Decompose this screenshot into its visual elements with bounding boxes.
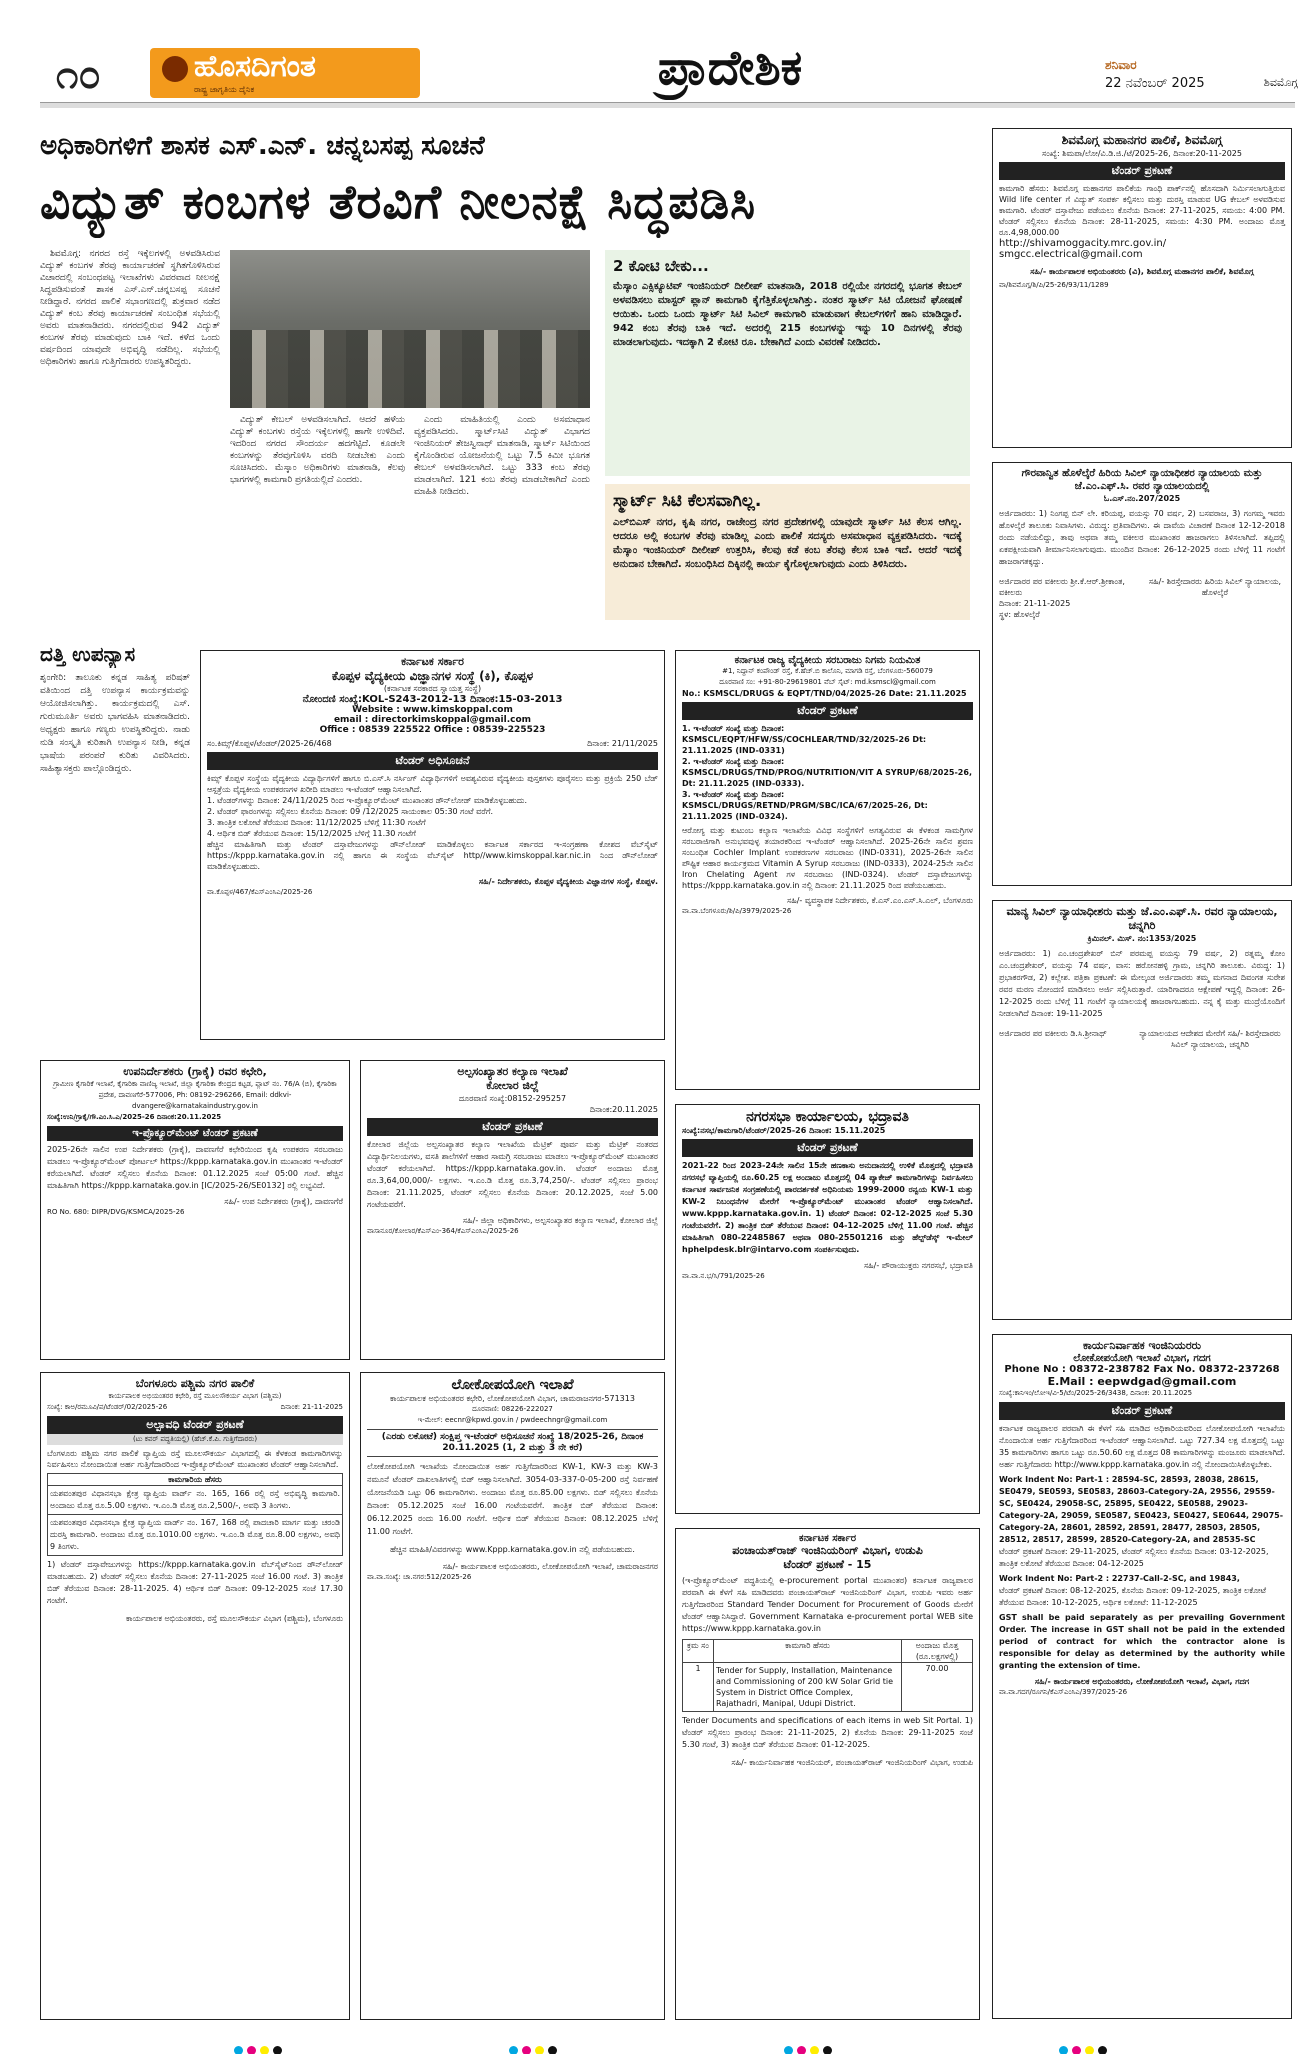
ad-chnagar-ref: (ಎರಡು ಲಕೋಟೆ) ಸಂಕ್ಷಿಪ್ತ ಇ-ಟೆಂಡರ್ ಅಧಿಸೂಚನೆ ಸಂಖ್ಯೆ 18/2025-26, ದಿನಾಂಕ 20.11.2025 (1, 2 ಮತ್ತು 3 ನೇ ಕರೆ) xyxy=(367,1429,658,1457)
ad-ksmscl-sign: ಸಹಿ/- ವ್ಯವಸ್ಥಾಪಕ ನಿರ್ದೇಶಕರು, ಕೆ.ಎಸ್.ಎಂ.ಎಸ್.ಸಿ.ಎಲ್, ಬೆಂಗಳೂರು xyxy=(786,896,973,905)
ad-chnagar-sign: ಸಹಿ/- ಕಾರ್ಯಪಾಲಕ ಅಭಿಯಂತರರು, ಲೋಕೋಪಯೋಗಿ ಇಲಾಖೆ, ಚಾಮರಾಜನಗರ xyxy=(442,1562,658,1571)
lead-kicker: ಅಧಿಕಾರಿಗಳಿಗೆ ಶಾಸಕ ಎಸ್.ಎನ್. ಚನ್ನಬಸಪ್ಪ ಸೂಚನೆ xyxy=(40,131,485,161)
box-smart-title: ಸ್ಮಾರ್ಟ್ ಸಿಟಿ ಕೆಲಸವಾಗಿಲ್ಲ. xyxy=(613,491,762,511)
lead-col2 xyxy=(230,414,405,628)
ad-udupi-th-2: ಕಾಮಗಾರಿ ಹೆಸರು xyxy=(714,1640,902,1662)
ad-shimoga-body: ಕಾಮಗಾರಿ ಹೆಸರು: ಶಿವಮೊಗ್ಗ ಮಹಾನಗರ ಪಾಲಿಕೆಯ ಗಾಂಧಿ ಪಾರ್ಕ್‌ನಲ್ಲಿ ಹೊಸದಾಗಿ ನಿರ್ಮಿಸಲಾಗುತ್ತಿರುವ Wild life center ಗೆ ವಿದ್ಯುತ್ ಸಂಪರ್ಕ ಕಲ್ಪಿಸಲು ಮತ್ತು ದುರಸ್ತಿ ಮಾಡುವ UG ಕೇಬಲ್ ಅಳವಡಿಸುವ ಕಾಮಗಾರಿ. ಟೆಂಡರ್ ದಸ್ತಾವೇಜು ಪಡೆಯಲು ಕೊನೆಯ ದಿನಾಂಕ: 27-11-2025, ಸಮಯ: 4:00 PM. ಟೆಂಡರ್ ಸಲ್ಲಿಸಲು ಕೊನೆಯ ದಿನಾಂಕ: 28-11-2025, ಸಮಯ: 4:30 PM. ಅಂದಾಜು ಮೊತ್ತ ರೂ.4,98,000.00 xyxy=(999,184,1285,237)
ad-chnagar-web: ಹೆಚ್ಚಿನ ಮಾಹಿತಿ/ವಿವರಗಳನ್ನು www.Kppp.karnataka.gov.in ನಲ್ಲಿ ಪಡೆಯಬಹುದು. xyxy=(390,1545,635,1554)
header-city: ಶಿವಮೊಗ್ಗ xyxy=(1263,76,1298,89)
ad-chnagar-body: ಲೋಕೋಪಯೋಗಿ ಇಲಾಖೆಯ ನೋಂದಾಯಿತ ಅರ್ಹ ಗುತ್ತಿಗೆದಾರರಿಂದ KW-1, KW-3 ಮತ್ತು KW-3 ನಮೂನೆ ಟೆಂಡರ್ ದಾಖಲಾತಿಗಳಲ್ಲಿ ಬಿಡ್ ಆಹ್ವಾನಿಸಲಾಗಿದೆ. 3054-03-337-0-05-200 ರಸ್ತೆ ನಿರ್ವಹಣೆ ಯೋಜನೆಯಡಿ ಒಟ್ಟು 06 ಕಾಮಗಾರಿಗಳು. ಅಂದಾಜು ಮೊತ್ತ ರೂ.85.00 ಲಕ್ಷಗಳು. ಬಿಡ್ ಸಲ್ಲಿಸಲು ಕೊನೆಯ ದಿನಾಂಕ: 05.12.2025 ಸಂಜೆ 16.00 ಗಂಟೆಯವರೆಗೆ. ತಾಂತ್ರಿಕ ಬಿಡ್ ತೆರೆಯುವ ದಿನಾಂಕ: 06.12.2025 ರಂದು 16.00 ಗಂಟೆಗೆ. ಆರ್ಥಿಕ ಬಿಡ್ ತೆರೆಯುವ ದಿನಾಂಕ: 08.12.2025 ಬೆಳಿಗ್ಗೆ 11.00 ಗಂಟೆಗೆ. xyxy=(367,1462,658,1536)
ad-shimoga-web[interactable]: http://shivamoggacity.mrc.gov.in/ xyxy=(999,238,1167,249)
ad-ksmscl-bar: ಟೆಂಡರ್ ಪ್ರಕಟಣೆ xyxy=(682,702,973,720)
ad-udupi-td-1: 1 xyxy=(683,1663,714,1711)
lead-headline: ವಿದ್ಯುತ್ ಕಂಬಗಳ ತೆರವಿಗೆ ನೀಲನಕ್ಷೆ ಸಿದ್ಧಪಡಿಸಿ xyxy=(40,175,757,230)
ad-shimoga-sign: ಸಹಿ/- ಕಾರ್ಯಪಾಲಕ ಅಭಿಯಂತರರು (ವಿ), ಶಿವಮೊಗ್ಗ ಮಹಾನಗರ ಪಾಲಿಕೆ, ಶಿವಮೊಗ್ಗ xyxy=(1030,267,1254,276)
ad-shimoga xyxy=(992,128,1292,448)
ad-gadag-ref: ಸಂಖ್ಯೆ:ಕಾನಿಇಂ/ಲೋಇ/ವಿ-5/ಟೆಂ/2025-26/3438, ದಿನಾಂಕ: 20.11.2025 xyxy=(999,1389,1193,1397)
ad-gadag-indent2: Work Indent No: Part-2 : 22737-Call-2-SC, and 19843, xyxy=(999,1574,1240,1583)
ad-koppal-reg: ನೋಂದಣಿ ಸಂಖ್ಯೆ:KOL-S243-2012-13 ದಿನಾಂಕ:15-03-2013 xyxy=(302,694,563,705)
ad-udupi-td-3: 70.00 xyxy=(925,1664,949,1673)
ad-lokopayogi-gadag xyxy=(992,1334,1292,2019)
ad-chnagar-sub: ಕಾರ್ಯಪಾಲಕ ಅಭಿಯಂತರರ ಕಛೇರಿ, ಲೋಕೋಪಯೋಗಿ ವಿಭಾಗ, ಚಾಮರಾಜನಗರ-571313 xyxy=(390,1394,635,1403)
ad-court1-body: ಅರ್ಜಿದಾರರು: 1) ನಿಂಗಪ್ಪ ಬಿನ್ ಲೇ. ಕರಿಯಪ್ಪ, ವಯಸ್ಸು 70 ವರ್ಷ, 2) ಬಸವರಾಜ, 3) ಗಂಗಮ್ಮ ಇವರು ಹೊಳಲ್ಕೆರೆ ತಾಲೂಕು ನಿವಾಸಿಗಳು. ವಿರುದ್ಧ: ಪ್ರತಿವಾದಿಗಳು. ಈ ದಾವೆಯ ವಿಚಾರಣೆ ದಿನಾಂಕ 12-12-2018 ರಂದು ನಡೆಯಲಿದ್ದು, ತಾವು ಅಥವಾ ತಮ್ಮ ವಕೀಲರ ಮುಖಾಂತರ ಹಾಜರಾಗಲು ತಿಳಿಸಲಾಗಿದೆ. ತಪ್ಪಿದಲ್ಲಿ ಏಕಪಕ್ಷೀಯವಾಗಿ ತೀರ್ಮಾನಿಸಲಾಗುವುದು. ಮುಂದಿನ ದಿನಾಂಕ: 26-12-2025 ರಂದು ಬೆಳಿಗ್ಗೆ 11 ಗಂಟೆಗೆ ಹಾಜರಾಗತಕ್ಕದ್ದು. xyxy=(999,509,1285,566)
ad-kolar-title: ಅಲ್ಪಸಂಖ್ಯಾತರ ಕಲ್ಯಾಣ ಇಲಾಖೆ xyxy=(457,1065,568,1078)
ad-ksmscl-item-1: 1. ಇ-ಟೆಂಡರ್ ಸಂಖ್ಯೆ ಮತ್ತು ದಿನಾಂಕ: KSMSCL/EQPT/HFW/SS/COCHLEAR/TND/32/2025-26 Dt: 21.11.2025 (IND-0331) xyxy=(682,724,927,755)
ad-gadag-indent1-dates: ಟೆಂಡರ್ ಪ್ರಕಟಣೆ ದಿನಾಂಕ: 29-11-2025, ಟೆಂಡರ್ ಸಲ್ಲಿಸಲು ಕೊನೆಯ ದಿನಾಂಕ: 03-12-2025, ತಾಂತ್ರಿಕ ಲಕೋಟೆ ತೆರೆಯುವ ದಿನಾಂಕ: 04-12-2025 xyxy=(999,1547,1269,1568)
ad-court1-right-sign: ಸಹಿ/- ಶಿರಸ್ತೇದಾರರು ಹಿರಿಯ ಸಿವಿಲ್ ನ್ಯಾಯಾಲಯ, ಹೊಳಲ್ಕೆರೆ xyxy=(1148,577,1282,597)
upanyasa-body: ಶೃಂಗೇರಿ: ತಾಲೂಕು ಕನ್ನಡ ಸಾಹಿತ್ಯ ಪರಿಷತ್ ವತಿಯಿಂದ ದತ್ತಿ ಉಪನ್ಯಾಸ ಕಾರ್ಯಕ್ರಮವನ್ನು ಆಯೋಜಿಸಲಾಗಿತ್ತು. ಕಾರ್ಯಕ್ರಮದಲ್ಲಿ ಎಸ್. ಗುರುಮೂರ್ತಿ ಅವರು ಭಾಗವಹಿಸಿ ಮಾತನಾಡಿದರು. ಅಧ್ಯಕ್ಷರು ಹಾಗೂ ಗಣ್ಯರು ಉಪಸ್ಥಿತರಿದ್ದರು. ನಾಡು ನುಡಿ ಸಂಸ್ಕೃತಿ ಕುರಿತಾಗಿ ಉಪನ್ಯಾಸ ನೀಡಿ, ಕನ್ನಡ ಭಾಷೆಯ ಪರಂಪರೆ ಕುರಿತು ವಿವರಿಸಿದರು. ಸಾಹಿತ್ಯಾಸಕ್ತರು ಪಾಲ್ಗೊಂಡಿದ್ದರು. xyxy=(40,673,190,774)
ad-kolar-district: ಕೋಲಾರ ಜಿಲ್ಲೆ xyxy=(486,1079,539,1092)
ad-davangere-ref: ಸಂಖ್ಯೆ:ಉನಿ/ಗ್ರಾಕೈ/ಗೌ.ಎಂ.ಸಿ.ಎ/2025-26 ದಿನಾಂಕ:20.11.2025 xyxy=(47,1113,222,1121)
ad-shimoga-ref: ಸಂಖ್ಯೆ: ಶಿಮಪಾ/ಲೋ/ವಿ.ಡಿ.ಜಿ./ಟೆ/2025-26, ದಿನಾಂಕ:20-11-2025 xyxy=(1042,149,1242,158)
registration-dots-4 xyxy=(1057,2040,1109,2054)
ad-bhadravathi xyxy=(675,1104,980,1514)
ad-bhadravathi-ref: ಸಂಖ್ಯೆ:ನಸಭ/ಕಾಮಗಾರಿ/ಟೆಂಡರ್/2025-26 ದಿನಾಂಕ: 15.11.2025 xyxy=(682,1126,886,1135)
ad-kolar-sign: ಸಹಿ/- ಜಿಲ್ಲಾ ಅಧಿಕಾರಿಗಳು, ಅಲ್ಪಸಂಖ್ಯಾತರ ಕಲ್ಯಾಣ ಇಲಾಖೆ, ಕೋಲಾರ ಜಿಲ್ಲೆ xyxy=(462,1216,658,1225)
masthead xyxy=(0,0,1311,112)
ad-udupi-td-2: Tender for Supply, Installation, Maintenance and Commissioning of 200 kW Solar Grid tie System in District Office Complex, Rajathadri, Manipal, Udupi District. xyxy=(714,1663,902,1711)
ad-udupi xyxy=(675,1528,980,2020)
ad-koppal-point-1: 1. ಟೆಂಡರ್‌ಗಳನ್ನು ದಿನಾಂಕ: 24/11/2025 ರಿಂದ ಇ-ಪ್ರೊಕ್ಯೂರ್‌ಮೆಂಟ್ ಮುಖಾಂತರ ಡೌನ್‌ಲೋಡ್ ಮಾಡಿಕೊಳ್ಳಬಹುದು. xyxy=(207,796,528,805)
ad-koppal-bar: ಟೆಂಡರ್ ಅಧಿಸೂಚನೆ xyxy=(207,752,658,770)
ad-chnagar-email[interactable]: ಇ-ಮೇಲ್: eecnr@kpwd.gov.in / pwdeechngr@gmail.com xyxy=(417,1416,608,1424)
ad-bangalore-col-head: ಕಾಮಗಾರಿಯ ಹೆಸರು xyxy=(47,1473,343,1486)
ad-koppal-more: ಹೆಚ್ಚಿನ ಮಾಹಿತಿಗಾಗಿ ಮತ್ತು ಟೆಂಡರ್ ದಸ್ತಾವೇಜುಗಳನ್ನು ಡೌನ್‌ಲೋಡ್ ಮಾಡಿಕೊಳ್ಳಲು ಕರ್ನಾಟಕ ಸರ್ಕಾರದ ಇ-ಸಂಗ್ರಹಣಾ ಕೋಶದ ವೆಬ್‌ಸೈಟ್ https://kppp.karnataka.gov.in ನಲ್ಲಿ ಹಾಗೂ ಈ ಸಂಸ್ಥೆಯ ವೆಬ್‌ಸೈಟ್ http//www.kimskoppal.kar.nic.in ನಿಂದ ಡೌನ್‌ಲೋಡ್ ಮಾಡಿಕೊಳ್ಳಬಹುದು. xyxy=(207,840,658,871)
ad-koppal-title: ಕೊಪ್ಪಳ ವೈದ್ಯಕೀಯ ವಿಜ್ಞಾನಗಳ ಸಂಸ್ಥೆ (ಕಿ), ಕೊಪ್ಪಳ xyxy=(331,669,534,683)
ad-davangere-code: RO No. 680: DIPR/DVG/KSMCA/2025-26 xyxy=(47,1208,185,1216)
ad-davangere-sign: ಸಹಿ/- ಉಪ ನಿರ್ದೇಶಕರು (ಗ್ರಾಕೈ), ದಾವಣಗೆರೆ xyxy=(224,1197,343,1206)
ad-koppal-email[interactable]: email : directorkimskoppal@gmail.com xyxy=(333,715,532,725)
ad-udupi-bar: ಟೆಂಡರ್ ಪ್ರಕಟಣೆ - 15 xyxy=(783,1558,872,1571)
ad-court1-left-sign: ಅರ್ಜಿದಾರರ ಪರ ವಕೀಲರು ಶ್ರೀ.ಕೆ.ಆರ್.ಶ್ರೀಕಾಂತ, ವಕೀಲರು xyxy=(999,577,1125,597)
ad-ksmscl-phone: ದೂರವಾಣಿ ಸಂ: +91-80-29619801 ವೆಬ್ ಸೈಟ್: md.ksmscl@gmail.com xyxy=(719,678,936,686)
ad-court2-title: ಮಾನ್ಯ ಸಿವಿಲ್ ನ್ಯಾಯಾಧೀಶರು ಮತ್ತು ಜೆ.ಎಂ.ಎಫ್.ಸಿ. ರವರ ನ್ಯಾಯಾಲಯ, ಚನ್ನಗಿರಿ xyxy=(1006,905,1278,932)
ad-koppal-state: ಕರ್ನಾಟಕ ಸರ್ಕಾರ xyxy=(401,655,464,668)
ad-koppal-point-4: 4. ಆರ್ಥಿಕ ಬಿಡ್ ತೆರೆಯುವ ದಿನಾಂಕ: 15/12/2025 ಬೆಳಿಗ್ಗೆ 11.30 ಗಂಟೆಗೆ xyxy=(207,829,416,838)
photo-people-row xyxy=(230,330,590,408)
ad-koppal-code: ವಾ.ಕೊಪ್ಪಳ/467/ಕೆಎಸ್‌ಎಂಸಿಎ/2025-26 xyxy=(207,888,313,896)
ad-gadag-indent1: Work Indent No: Part-1 : 28594-SC, 28593, 28038, 28615, SE0479, SE0593, SE0583, 28603-Category-2A, 29556, 29559-SC, SE0424, 29058-SC, 25895, SE0422, SE0588, 29023-Category-2A, 29059, SE0587, SE0423, SE0427, SE0644, 29075-Category-2A, 28601, 28592, 28591, 28477, 28503, 28505, 28512, 28517, 28599, 28520-Category-2A, and 28535-SC xyxy=(999,1475,1284,1544)
ad-gadag-gst: GST shall be paid separately as per prevailing Government Order. The increase in GST shall not be paid in the extended period of contract for which the contractor alone is responsible for delay as determined by the authority while granting the extension of time. xyxy=(999,1613,1285,1670)
ad-bhadravathi-body: 2021-22 ರಿಂದ 2023-24ನೇ ಸಾಲಿನ 15ನೇ ಹಣಕಾಸು ಅನುದಾನದಲ್ಲಿ ಉಳಿಕೆ ಮೊತ್ತದಲ್ಲಿ ಭದ್ರಾವತಿ ನಗರಸಭೆ ವ್ಯಾಪ್ತಿಯಲ್ಲಿ ರೂ.60.25 ಲಕ್ಷ ಅಂದಾಜು ಮೊತ್ತದಲ್ಲಿ 04 ಪ್ಯಾಕೇಜ್ ಕಾಮಗಾರಿಗಳನ್ನು ನಿರ್ವಹಿಸಲು ಕರ್ನಾಟಕ ಸಾರ್ವಜನಿಕ ಸಂಗ್ರಹಣೆಯಲ್ಲಿ ಪಾರದರ್ಶಕತೆ ಅಧಿನಿಯಮ 1999-2000 ರನ್ವಯ KW-1 ಮತ್ತು KW-2 ನಿಬಂಧನೆಗಳ ಮೇರೆಗೆ ಇ-ಪ್ರೊಕ್ಯೂರ್‌ಮೆಂಟ್ ಮುಖಾಂತರ ಟೆಂಡರ್ ಆಹ್ವಾನಿಸಲಾಗಿದೆ. www.kppp.karnataka.gov.in. 1) ಟೆಂಡರ್ ದಿನಾಂಕ: 02-12-2025 ಸಂಜೆ 5.30 ಗಂಟೆಯವರೆಗೆ. 2) ತಾಂತ್ರಿಕ ಬಿಡ್ ತೆರೆಯುವ ದಿನಾಂಕ: 04-12-2025 ಬೆಳಿಗ್ಗೆ 11.00 ಗಂಟೆ. ಹೆಚ್ಚಿನ ಮಾಹಿತಿಗಾಗಿ 080-22485867 ಅಥವಾ 080-25501216 ಮತ್ತು ಹೆಲ್ಪ್‌ಡೆಸ್ಕ್ ಇ-ಮೇಲ್ hphelpdesk.blr@intarvo.com ಸಂಪರ್ಕಿಸುವುದು. xyxy=(682,1161,973,1254)
ad-court2-body: ಅರ್ಜಿದಾರರು: 1) ಎಂ.ಚಂದ್ರಶೇಖರ್ ಬಿನ್ ಪರಮಪ್ಪ ವಯಸ್ಸು 79 ವರ್ಷ, 2) ರತ್ನಮ್ಮ ಕೋಂ ಎಂ.ಚಂದ್ರಶೇಖರ್, ವಯಸ್ಸು 74 ವರ್ಷ, ವಾಸ: ಹರೋನಹಳ್ಳಿ ಗ್ರಾಮ, ಚನ್ನಗಿರಿ ತಾಲೂಕು. ವಿರುದ್ಧ: 1) ಪ್ರಭಾಕರಗೌಡ, 2) ಕಲ್ಲೇಶ. ಪತ್ರಿಕಾ ಪ್ರಕಟಣೆ: ಈ ಮೇಲ್ಕಂಡ ಅರ್ಜಿದಾರರು ತಮ್ಮ ಮಗನಾದ ದಿವಂಗತ ಸುರೇಶ ರವರ ಮರಣ ನೋಂದಣಿ ಮಾಡಿಸಲು ಅರ್ಜಿ ಸಲ್ಲಿಸಿರುತ್ತಾರೆ. ಯಾರಿಗಾದರೂ ಆಕ್ಷೇಪಣೆ ಇದ್ದಲ್ಲಿ ದಿನಾಂಕ: 26-12-2025 ರಂದು ಬೆಳಿಗ್ಗೆ 11 ಗಂಟೆಗೆ ನ್ಯಾಯಾಲಯಕ್ಕೆ ಹಾಜರಾಗಬಹುದು. ನನ್ನ ಕೈ ಮತ್ತು ಮುದ್ರೆಯೊಂದಿಗೆ ನೀಡಲಾಗಿದೆ ದಿನಾಂಕ: 19-11-2025 xyxy=(999,949,1285,1018)
ad-gadag-email[interactable]: E.Mail : eepwdgad@gmail.com xyxy=(1047,1375,1237,1388)
ad-bangalore-sub: ಕಾರ್ಯಪಾಲಕ ಅಭಿಯಂತರರ ಕಛೇರಿ, ರಸ್ತೆ ಮೂಲಸೌಕರ್ಯ ವಿಭಾಗ (ಪಶ್ಚಿಮ) xyxy=(108,1392,282,1400)
ad-udupi-sign: ಸಹಿ/- ಕಾರ್ಯನಿರ್ವಾಹಕ ಇಂಜಿನಿಯರ್, ಪಂಚಾಯತ್‌ರಾಜ್ ಇಂಜಿನಿಯರಿಂಗ್ ವಿಭಾಗ, ಉಡುಪಿ xyxy=(731,1758,973,1767)
brand-banner xyxy=(150,48,420,98)
ad-bangalore-ref-date: ದಿನಾಂಕ: 21-11-2025 xyxy=(280,1403,343,1411)
ad-gadag-bar: ಟೆಂಡರ್ ಪ್ರಕಟಣೆ xyxy=(999,1402,1285,1420)
ad-chnagar-title: ಲೋಕೋಪಯೋಗಿ ಇಲಾಖೆ xyxy=(451,1377,574,1393)
ad-court2 xyxy=(992,900,1292,1320)
ad-ksmscl xyxy=(675,650,980,1090)
header-rule xyxy=(40,102,1295,108)
ad-koppal-point-2: 2. ಟೆಂಡರ್ ಫಾರಂಗಳನ್ನು ಸಲ್ಲಿಸಲು ಕೊನೆಯ ದಿನಾಂಕ: 09 /12/2025 ಸಾಯಂಕಾಲ 05:30 ಗಂಟೆ ವರೆಗೆ. xyxy=(207,807,494,816)
brand-logo-icon xyxy=(162,56,188,82)
ad-koppal-body: ಕಿಮ್ಸ್ ಕೊಪ್ಪಳ ಸಂಸ್ಥೆಯ ವೈದ್ಯಕೀಯ ವಿದ್ಯಾರ್ಥಿಗಳಿಗೆ ಹಾಗೂ ಬಿ.ಎಸ್.ಸಿ ನರ್ಸಿಂಗ್ ವಿದ್ಯಾರ್ಥಿಗಳಿಗೆ ಅವಶ್ಯವಿರುವ ವೈದ್ಯಕೀಯ ಪುಸ್ತಕಗಳು ಪೂರೈಸಲು ಮತ್ತು ಪ್ರಕ್ರಿಯೆ 250 ಬೆಡ್‌ ಆಸ್ಪತ್ರೆಯ ವೈದ್ಯಕೀಯ ಉಪಕರಣಗಳ ಖರೀದಿ ಮಾಡಲು ಇ-ಟೆಂಡರ್ ಆಹ್ವಾನಿಸಲಾಗಿದೆ. xyxy=(207,774,658,794)
ad-udupi-table-row xyxy=(682,1663,973,1712)
brand-tagline: ರಾಷ್ಟ್ರ ಜಾಗೃತಿಯ ದೈನಿಕ xyxy=(194,85,255,94)
ad-bangalore-sign: ಕಾರ್ಯಪಾಲಕ ಅಭಿಯಂತರರು, ರಸ್ತೆ ಮೂಲಸೌಕರ್ಯ ವಿಭಾಗ (ಪಶ್ಚಿಮ), ಬೆಂಗಳೂರು xyxy=(126,1614,343,1623)
ad-chnagar-code: ವಾ.ವಾ.ಸಂಖ್ಯೆ: ಚಾ.ನಗರ:512/2025-26 xyxy=(367,1573,472,1581)
ad-ksmscl-addr: #1, ನಿದ್ದಾನ್ ಕಂಪೌಂಡ್ ರಸ್ತೆ, ಕೆ.ಹೆಚ್.ಬಿ ಕಾಲೊನಿ, ಮಾಗಡಿ ರಸ್ತೆ, ಬೆಂಗಳೂರು-560079 xyxy=(722,667,933,675)
ad-court2-case: ಕ್ರಿಮಿನಲ್. ಮಿಸ್. ನಂ:1353/2025 xyxy=(1087,934,1197,943)
ad-bangalore-outro: 1) ಟೆಂಡರ್ ದಸ್ತಾವೇಜುಗಳನ್ನು https://kppp.karnataka.gov.in ವೆಬ್‌ಸೈಟ್‌ನಿಂದ ಡೌನ್‌ಲೋಡ್ ಮಾಡಬಹುದು. 2) ಟೆಂಡರ್ ಸಲ್ಲಿಸಲು ಕೊನೆಯ ದಿನಾಂಕ: 27-11-2025 ಸಂಜೆ 16.00 ಗಂಟೆ. 3) ತಾಂತ್ರಿಕ ಬಿಡ್ ತೆರೆಯುವ ದಿನಾಂಕ: 28-11-2025. 4) ಆರ್ಥಿಕ ಬಿಡ್ ದಿನಾಂಕ: 09-12-2025 ಸಂಜೆ 17.30 ಗಂಟೆಗೆ. xyxy=(47,1560,343,1605)
lead-photo xyxy=(230,250,590,408)
ad-kolar-date: ದಿನಾಂಕ:20.11.2025 xyxy=(589,1105,658,1114)
ad-bangalore-intro: ಬೆಂಗಳೂರು ಪಶ್ಚಿಮ ನಗರ ಪಾಲಿಕೆ ವ್ಯಾಪ್ತಿಯ ರಸ್ತೆ ಮೂಲಸೌಕರ್ಯ ವಿಭಾಗದಲ್ಲಿ ಈ ಕೆಳಕಂಡ ಕಾಮಗಾರಿಗಳನ್ನು ನಿರ್ವಹಿಸಲು ನೋಂದಾಯಿತ ಅರ್ಹ ಗುತ್ತಿಗೆದಾರರಿಂದ ಇ-ಪ್ರೊಕ್ಯೂರ್‌ಮೆಂಟ್ ಮುಖಾಂತರ ಟೆಂಡರ್ ಆಹ್ವಾನಿಸಲಾಗಿದೆ. xyxy=(47,1449,343,1469)
ad-gadag-title2: ಲೋಕೋಪಯೋಗಿ ಇಲಾಖೆ ವಿಭಾಗ, ಗದಗ xyxy=(1073,1353,1211,1364)
ad-ksmscl-item-2: 2. ಇ-ಟೆಂಡರ್ ಸಂಖ್ಯೆ ಮತ್ತು ದಿನಾಂಕ: KSMSCL/DRUGS/TND/PROG/NUTRITION/VIT A SYRUP/68/2025-26, Dt: 21.11.2025 (IND-0333). xyxy=(682,757,972,788)
ad-bhadravathi-sign: ಸಹಿ/- ಪೌರಾಯುಕ್ತರು ನಗರಸಭೆ, ಭದ್ರಾವತಿ xyxy=(863,1261,973,1270)
ad-gadag-indent2-dates: ಟೆಂಡರ್ ಪ್ರಕಟಣೆ ದಿನಾಂಕ: 08-12-2025, ಕೊನೆಯ ದಿನಾಂಕ: 09-12-2025, ತಾಂತ್ರಿಕ ಲಕೋಟೆ ತೆರೆಯುವ ದಿನಾಂಕ: 10-12-2025, ಆರ್ಥಿಕ ಲಕೋಟೆ: 11-12-2025 xyxy=(999,1586,1267,1607)
ad-kolar-body: ಕೋಲಾರ ಜಿಲ್ಲೆಯ ಅಲ್ಪಸಂಖ್ಯಾತರ ಕಲ್ಯಾಣ ಇಲಾಖೆಯ ಮೆಟ್ರಿಕ್ ಪೂರ್ವ ಮತ್ತು ಮೆಟ್ರಿಕ್ ನಂತರದ ವಿದ್ಯಾರ್ಥಿನಿಲಯಗಳು, ವಸತಿ ಶಾಲೆಗಳಿಗೆ ಆಹಾರ ಸಾಮಗ್ರಿ ಸರಬರಾಜು ಮಾಡಲು ಇ-ಪ್ರೊಕ್ಯೂರ್‌ಮೆಂಟ್ ಮುಖಾಂತರ ಟೆಂಡರ್ ಕರೆಯಲಾಗಿದೆ. https://kppp.karnataka.gov.in. ಟೆಂಡರ್ ಅಂದಾಜು ಮೊತ್ತ ರೂ.3,64,00,000/- ಲಕ್ಷಗಳು. ಇ.ಎಂ.ಡಿ ಮೊತ್ತ ರೂ.3,74,250/-. ಟೆಂಡರ್ ಸಲ್ಲಿಸಲು ಪ್ರಾರಂಭ ದಿನಾಂಕ: 21.11.2025, ಟೆಂಡರ್ ಸಲ್ಲಿಸಲು ಕೊನೆಯ ದಿನಾಂಕ: 20.12.2025, ಸಂಜೆ 5.00 ಗಂಟೆಯವರೆಗೆ. xyxy=(367,1140,658,1209)
ad-chnagar-phone: ದೂರವಾಣಿ: 08226-222027 xyxy=(472,1405,553,1413)
ad-shimoga-bar: ಟೆಂಡರ್ ಪ್ರಕಟಣೆ xyxy=(999,162,1285,180)
ad-bangalore-title: ಬೆಂಗಳೂರು ಪಶ್ಚಿಮ ನಗರ ಪಾಲಿಕೆ xyxy=(135,1377,255,1390)
print-registration-marks xyxy=(120,2040,1220,2054)
ad-koppal-ref xyxy=(207,738,658,749)
ad-koppal-sign: ಸಹಿ/- ನಿರ್ದೇಶಕರು, ಕೊಪ್ಪಳ ವೈದ್ಯಕೀಯ ವಿಜ್ಞಾನಗಳ ಸಂಸ್ಥೆ, ಕೊಪ್ಪಳ. xyxy=(478,877,658,886)
ad-ksmscl-ref: No.: KSMSCL/DRUGS & EQPT/TND/04/2025-26 Date: 21.11.2025 xyxy=(682,689,967,698)
page-number: ೧೦ xyxy=(56,52,101,98)
lead-col1 xyxy=(40,248,220,628)
ad-udupi-foot: Tender Documents and specifications of each items in web Sit Portal. 1) ಟೆಂಡರ್ ಸಲ್ಲಿಸಲು ಪ್ರಾರಂಭ ದಿನಾಂಕ: 21-11-2025, 2) ಕೊನೆಯ ದಿನಾಂಕ: 29-11-2025 ಸಂಜೆ 5.30 ಗಂಟೆ, 3) ತಾಂತ್ರಿಕ ಬಿಡ್ ತೆರೆಯುವ ದಿನಾಂಕ: 01-12-2025. xyxy=(682,1716,973,1749)
ad-court2-left-sign: ಅರ್ಜಿದಾರರ ಪರ ವಕೀಲರು ಡಿ.ಸಿ.ಶ್ರೀನಾಥ್ xyxy=(999,1029,1107,1038)
ad-gadag-body: ಕರ್ನಾಟಕ ರಾಜ್ಯಪಾಲರ ಪರವಾಗಿ ಈ ಕೆಳಗೆ ಸಹಿ ಮಾಡಿದ ಅಧಿಕಾರಿಯವರಿಂದ ಲೋಕೋಪಯೋಗಿ ಇಲಾಖೆಯ ನೊಂದಾಯಿತ ಅರ್ಹ ಗುತ್ತಿಗೆದಾರರಿಂದ ಇ-ಟೆಂಡರ್ ಆಹ್ವಾನಿಸಲಾಗಿದೆ. ಒಟ್ಟು 727.34 ಲಕ್ಷ ಮೊತ್ತದಲ್ಲಿ ಒಟ್ಟು 35 ಕಾಮಗಾರಿಗಳು ಹಾಗೂ ಒಟ್ಟು ರೂ.50.60 ಲಕ್ಷ ಮೊತ್ತದ 08 ಕಾಮಗಾರಿಗಳನ್ನು ಮಂಜೂರು ಮಾಡಲಾಗಿದೆ. ಅರ್ಹ ಗುತ್ತಿಗೆದಾರರು http://www.kppp.karnataka.gov.in ನಲ್ಲಿ ನೋಂದಾಯಿಸಿಕೊಳ್ಳಬೇಕು. xyxy=(999,1424,1285,1469)
ad-koppal-web[interactable]: Website : www.kimskoppal.com xyxy=(352,705,513,715)
ad-davangere-body: ಗ್ರಾಮೀಣ ಕೈಗಾರಿಕೆ ಇಲಾಖೆ, ಕೈಗಾರಿಕಾ ವಾಣಿಜ್ಯ ಇಲಾಖೆ, ಜಿಲ್ಲಾ ಕೈಗಾರಿಕಾ ಕೇಂದ್ರದ ಕಟ್ಟಡ, ಪ್ಲಾಟ್ ನಂ. 76/A (ಬಿ), ಕೈಗಾರಿಕಾ ಪ್ರದೇಶ, ದಾವಣಗೆರೆ-577006, Ph: 08192-296266, Email: ddkvi-dvangere@karnatakaindustry.gov.in xyxy=(53,1080,337,1110)
ad-shimoga-email[interactable]: smgcc.electrical@gmail.com xyxy=(999,249,1143,260)
ad-gadag-sign: ಸಹಿ/- ಕಾರ್ಯಪಾಲಕ ಅಭಿಯಂತರರು, ಲೋಕೋಪಯೋಗಿ ಇಲಾಖೆ, ವಿಭಾಗ, ಗದಗ xyxy=(1034,1677,1250,1686)
ad-udupi-state: ಕರ್ನಾಟಕ ಸರ್ಕಾರ xyxy=(798,1533,857,1544)
ad-court1 xyxy=(992,462,1292,886)
section-title: ಪ್ರಾದೇಶಿಕ xyxy=(657,40,803,96)
box-smart xyxy=(605,484,970,620)
ad-bangalore xyxy=(40,1372,350,2020)
ad-koppal-sub: (ಕರ್ನಾಟಕ ಸರಕಾರದ ಸ್ವಾಯತ್ತ ಸಂಸ್ಥೆ) xyxy=(383,684,482,693)
ad-court2-right-sign: ನ್ಯಾಯಾಲಯದ ಆದೇಶದ ಮೇರೆಗೆ ಸಹಿ/- ಶಿರಸ್ತೇದಾರರು ಸಿವಿಲ್ ನ್ಯಾಯಾಲಯ, ಚನ್ನಗಿರಿ xyxy=(1139,1029,1281,1049)
ad-court1-case: ಓ.ಎಸ್.ನಂ.207/2025 xyxy=(1103,494,1181,503)
ad-gadag-title1: ಕಾರ್ಯನಿರ್ವಾಹಕ ಇಂಜಿನಿಯರರು xyxy=(1083,1339,1201,1352)
ad-davangere xyxy=(40,1060,350,1360)
box-crore-body: ಮೆಸ್ಕಾಂ ಎಕ್ಸಿಕ್ಯೂಟಿವ್ ಇಂಜಿನಿಯರ್ ದೀಲೀಪ್ ಮಾತನಾಡಿ, 2018 ರಲ್ಲಿಯೇ ನಗರದಲ್ಲಿ ಭೂಗತ ಕೇಬಲ್ ಅಳವಡಿಸಲು ಮಾಸ್ಟರ್ ಪ್ಲಾನ್ ಕಾಮಗಾರಿ ಕೈಗೆತ್ತಿಕೊಳ್ಳಲಾಗಿತ್ತು. ನಂತರ ಸ್ಮಾರ್ಟ್ ಸಿಟಿ ಯೋಜನೆ ಘೋಷಣೆ ಆಯಿತು. ಒಂದು ಒಂದು ಸ್ಮಾರ್ಟ್ ಸಿಟಿ ಸಿವಿಲ್ ಕಾಮಗಾರಿ ಮಾಡುವಾಗ ಕೇಬಲ್‌ಗಳಿಗೆ ಹಾನಿ ಮಾಡಿದ್ದಾರೆ. 942 ಕಂಬ ತೆರವು ಬಾಕಿ ಇದೆ. ಅದರಲ್ಲಿ 215 ಕಂಬಗಳನ್ನು ಇನ್ನು 10 ದಿನಗಳಲ್ಲಿ ತೆರವು ಮಾಡಲಾಗುವುದು. ಇದಕ್ಕಾಗಿ 2 ಕೋಟಿ ರೂ. ಬೇಕಾಗಿದೆ ಎಂದು ವಿವರಣೆ ನೀಡಿದರು. xyxy=(613,281,962,348)
ad-ksmscl-title: ಕರ್ನಾಟಕ ರಾಜ್ಯ ವೈದ್ಯಕೀಯ ಸರಬರಾಜು ನಿಗಮ ನಿಯಮಿತ xyxy=(734,655,921,666)
lead-col3-text: ಎಂದು ಮಾಹಿತಿಯಲ್ಲಿ ಎಂದು ಅಸಮಾಧಾನ ವ್ಯಕ್ತಪಡಿಸಿದರು. ಸ್ಮಾರ್ಟ್‌ಸಿಟಿ ವಿದ್ಯುತ್ ವಿಭಾಗದ ಇಂಜಿನಿಯರ್ ತೇಜಸ್ವಿನಾಥ್ ಮಾತನಾಡಿ, ಸ್ಮಾರ್ಟ್ ಸಿಟಿಯಿಂದ ಕೈಗೊಂಡಿರುವ ಯೋಜನೆಯಲ್ಲಿ ಒಟ್ಟು 7.5 ಕಿಮೀ ಭೂಗತ ಕೇಬಲ್ ಅಳವಡಿಸಲಾಗಿದೆ. ಒಟ್ಟು 333 ಕಂಬ ತೆರವು ಮಾಡಲಾಗಿದೆ. 121 ಕಂಬ ತೆರವು ಮಾಡಬೇಕಾಗಿದೆ ಎಂದು ಮಾಹಿತಿ ನೀಡಿದರು. xyxy=(414,415,590,497)
ad-lokopayogi-chamarajanagar xyxy=(360,1372,665,2020)
ad-koppal-office: Office : 08539 225522 Office : 08539-225523 xyxy=(319,725,546,735)
ad-bhadravathi-title: ನಗರಸಭಾ ಕಾರ್ಯಾಲಯ, ಭದ್ರಾವತಿ xyxy=(746,1109,909,1125)
lead-col3 xyxy=(414,414,590,628)
box-smart-body: ಎಲ್‌ಬಿಎಸ್ ನಗರ, ಕೃಷಿ ನಗರ, ರಾಜೇಂದ್ರ ನಗರ ಪ್ರದೇಶಗಳಲ್ಲಿ ಯಾವುದೇ ಸ್ಮಾರ್ಟ್ ಸಿಟಿ ಕೆಲಸ ಆಗಿಲ್ಲ. ಆದರೂ ಅಲ್ಲಿ ಕಂಬಗಳ ತೆರವು ಮಾಡಿಲ್ಲ ಎಂದು ಪಾಲಿಕೆ ಸದಸ್ಯರು ಅಸಮಾಧಾನ ವ್ಯಕ್ತಪಡಿಸಿದರು. ಇದಕ್ಕೆ ಮೆಸ್ಕಾಂ ಇಂಜಿನಿಯರ್ ದೀಲೀಪ್ ಉತ್ತರಿಸಿ, ಕೆಲವು ಕಡೆ ಕಂಬ ತೆರವು ಕೆಲಸ ಬಾಕಿ ಇದೆ. ಆದರೆ ಇದಕ್ಕೆ ಅನುದಾನ ಬೇಕಾಗಿದೆ. ಸಂಬಂಧಿಸಿದ ದಿಕ್ಕಿನಲ್ಲಿ ಕಾರ್ಯ ಕೈಗೊಳ್ಳಲಾಗುವುದು ಎಂದು ತಿಳಿಸಿದರು. xyxy=(613,517,962,570)
box-crore-title: 2 ಕೋಟಿ ಬೇಕು... xyxy=(613,257,709,275)
ad-kolar-code: ವಾಸಾನೂರ/ಕೋಲಾರ/ಕೆಎಸ್‌ಎಂ-364/ಕೆಎಸ್‌ಎಂಸಿಎ/2025-26 xyxy=(367,1227,519,1235)
ad-gadag-phone: Phone No : 08372-238782 Fax No. 08372-237268 xyxy=(1004,1364,1280,1375)
registration-dots-3 xyxy=(782,2040,834,2054)
ad-shimoga-title: ಶಿವಮೊಗ್ಗ ಮಹಾನಗರ ಪಾಲಿಕೆ, ಶಿವಮೊಗ್ಗ xyxy=(1061,133,1223,147)
ad-ksmscl-body: ಆರೋಗ್ಯ ಮತ್ತು ಕುಟುಂಬ ಕಲ್ಯಾಣ ಇಲಾಖೆಯ ವಿವಿಧ ಸಂಸ್ಥೆಗಳಿಗೆ ಅಗತ್ಯವಿರುವ ಈ ಕೆಳಕಂಡ ಸಾಮಗ್ರಿಗಳ ಸರಬರಾಜಿಗಾಗಿ ಅನುಭವವುಳ್ಳ ತಯಾರಕರಿಂದ ಇ-ಟೆಂಡರ್ ಆಹ್ವಾನಿಸಲಾಗಿದೆ. 2025-26ನೇ ಸಾಲಿನ ಶ್ರವಣ ಸಂಬಂಧಿತ Cochler Implant ಉಪಕರಣಗಳ ಸರಬರಾಜು (IND-0331), 2025-26ನೇ ಸಾಲಿನ ಪೌಷ್ಟಿಕ ಆಹಾರ ಕಾರ್ಯಕ್ರಮದ Vitamin A Syrup ಸರಬರಾಜು (IND-0333), 2024-25ನೇ ಸಾಲಿನ Iron Chelating Agent ಗಳ ಸರಬರಾಜು (IND-0324). ಟೆಂಡರ್ ದಸ್ತಾವೇಜುಗಳನ್ನು https://kppp.karnataka.gov.in ನಲ್ಲಿ ದಿನಾಂಕ: 21.11.2025 ರಿಂದ ಪಡೆಯಬಹುದು. xyxy=(682,826,973,890)
ad-ksmscl-code: ವಾ.ವಾ.ಬೆಂಗಳೂರು/ಶಿ/ಪಿ/3979/2025-26 xyxy=(682,907,792,915)
ad-koppal-point-3: 3. ತಾಂತ್ರಿಕ ಲಕೋಟೆ ತೆರೆಯುವ ದಿನಾಂಕ: 11/12/2025 ಬೆಳಿಗ್ಗೆ 11:30 ಗಂಟೆಗೆ xyxy=(207,818,426,827)
ad-udupi-body: (ಇ-ಪ್ರೊಕ್ಯೂರ್‌ಮೆಂಟ್ ಪದ್ಧತಿಯಲ್ಲಿ e-procurement portal ಮುಖಾಂತರ) ಕರ್ನಾಟಕ ರಾಜ್ಯಪಾಲರ ಪರವಾಗಿ ಈ ಕೆಳಗೆ ಸಹಿ ಮಾಡಿದವರು ಪಂಚಾಯತ್‌ರಾಜ್ ಇಂಜಿನಿಯರಿಂಗ್ ವಿಭಾಗ, ಉಡುಪಿ ಇವರು ಅರ್ಹ ಗುತ್ತಿಗೆದಾರರಿಂದ Standard Tender Document for Procurement of Goods ಮೇರೆಗೆ ಟೆಂಡರ್ ಆಹ್ವಾನಿಸಿದ್ದಾರೆ. Government Karnataka e-procurement portal WEB site https://www.kppp.karnataka.gov.in xyxy=(682,1576,973,1633)
ad-koppal-ref-no: ಸಂ.ಕಿಮ್ಸ್/ಕೊಪ್ಪಳ/ಟೆಂಡರ್/2025-26/468 xyxy=(207,739,332,748)
ad-gadag-code: ವಾ.ವಾ.ಗದಗ/ರೂಗನಿ/ಕೆಎಸ್‌ಎಂಸಿಎ/397/2025-26 xyxy=(999,1688,1128,1696)
ad-court1-title: ಗೌರವಾನ್ವಿತ ಹೊಳೆಲ್ಕೆರೆ ಹಿರಿಯ ಸಿವಿಲ್ ನ್ಯಾಯಾಧೀಶರ ನ್ಯಾಯಾಲಯ ಮತ್ತು ಜೆ.ಎಂ.ಎಫ್.ಸಿ. ರವರ ನ್ಯಾಯಾಲಯದಲ್ಲಿ xyxy=(1021,468,1263,492)
ad-koppal xyxy=(200,650,665,1040)
ad-bangalore-ref xyxy=(47,1402,343,1413)
ad-bangalore-row-2: ಯಶವಂತಪುರ ವಿಧಾನಸಭಾ ಕ್ಷೇತ್ರ ವ್ಯಾಪ್ತಿಯ ವಾರ್ಡ್ ನಂ. 167, 168 ರಲ್ಲಿ ಪಾದಚಾರಿ ಮಾರ್ಗ ಮತ್ತು ಚರಂಡಿ ದುರಸ್ತಿ ಕಾಮಗಾರಿ. ಅಂದಾಜು ಮೊತ್ತ ರೂ.1010.00 ಲಕ್ಷಗಳು. ಇ.ಎಂ.ಡಿ ಮೊತ್ತ ರೂ.8.00 ಲಕ್ಷಗಳು, ಅವಧಿ 9 ತಿಂಗಳು. xyxy=(47,1515,343,1556)
brand-name: ಹೊಸದಿಗಂತ xyxy=(194,50,316,84)
registration-dots-2 xyxy=(507,2040,559,2054)
ad-davangere-title: ಉಪನಿರ್ದೇಶಕರು (ಗ್ರಾಕೈ) ರವರ ಕಛೇರಿ, xyxy=(123,1065,267,1078)
ad-kolar-phone: ದೂರವಾಣಿ ಸಂಖ್ಯೆ:08152-295257 xyxy=(458,1094,567,1103)
lead-col1-text: ಶಿವಮೊಗ್ಗ: ನಗರದ ರಸ್ತೆ ಇಕ್ಕೆಲಗಳಲ್ಲಿ ಅಳವಡಿಸಿರುವ ವಿದ್ಯುತ್ ಕಂಬಗಳ ತೆರವು ಕಾರ್ಯಾಚರಣೆ ಸ್ಥಗಿತಗೊಳಿಸಿರುವ ವಿಚಾರದಲ್ಲಿ ಸಂಬಂಧಪಟ್ಟ ಇಲಾಖೆಗಳು ವಿವರವಾದ ನೀಲನಕ್ಷೆ ಸಿದ್ಧಪಡಿಸುವಂತೆ ಶಾಸಕ ಎಸ್.ಎನ್.ಚನ್ನಬಸಪ್ಪ ಸೂಚನೆ ನೀಡಿದ್ದಾರೆ. ನಗರದ ಪಾಲಿಕೆ ಸಭಾಂಗಣದಲ್ಲಿ ಶುಕ್ರವಾರ ನಡೆದ ವಿದ್ಯುತ್ ಕಂಬ ತೆರವು ಕಾರ್ಯಾಚರಣೆ ಸಂಬಂಧಿತ ಸಭೆಯಲ್ಲಿ ಅವರು ಮಾತನಾಡಿದರು. ನಗರದಲ್ಲಿರುವ 942 ವಿದ್ಯುತ್ ಕಂಬಗಳ ತೆರವು ಮಾಡುವುದು ಬಾಕಿ ಇದೆ. ಕಳೆದ ಒಂದು ವರ್ಷದಿಂದ ಯಾವುದೇ ಅಭಿವೃದ್ಧಿ ನಡೆದಿಲ್ಲ. ಸಭೆಯಲ್ಲಿ ಅಧಿಕಾರಿಗಳು ಹಾಗೂ ಗುತ್ತಿಗೆದಾರರು ಉಪಸ್ಥಿತರಿದ್ದರು. xyxy=(40,249,220,367)
lead-col2-text: ವಿದ್ಯುತ್ ಕೇಬಲ್ ಅಳವಡಿಸಲಾಗಿದೆ. ಆದರೆ ಹಳೆಯ ವಿದ್ಯುತ್ ಕಂಬಗಳು ರಸ್ತೆಯ ಇಕ್ಕೆಲಗಳಲ್ಲಿ ಹಾಗೇ ಉಳಿದಿವೆ. ಇದರಿಂದ ನಗರದ ಸೌಂದರ್ಯ ಹದಗೆಟ್ಟಿದೆ. ಕೂಡಲೇ ಕಂಬಗಳನ್ನು ತೆರವುಗೊಳಿಸಿ ವರದಿ ನೀಡಬೇಕು ಎಂದು ಸೂಚಿಸಿದರು. ಮೆಸ್ಕಾಂ ಅಧಿಕಾರಿಗಳು ಮಾತನಾಡಿ, ಕೆಲವು ಭಾಗಗಳಲ್ಲಿ ಕಾಮಗಾರಿ ಪ್ರಗತಿಯಲ್ಲಿದೆ ಎಂದರು. xyxy=(230,415,405,485)
ad-court1-place: ಸ್ಥಳ: ಹೊಳಲ್ಕೆರೆ xyxy=(999,610,1040,619)
ad-court1-date: ದಿನಾಂಕ: 21-11-2025 xyxy=(999,599,1071,608)
ad-udupi-th-3: ಅಂದಾಜು ಮೊತ್ತ (ರೂ.ಲಕ್ಷಗಳಲ್ಲಿ) xyxy=(915,1641,959,1661)
upanyasa-title: ದತ್ತಿ ಉಪನ್ಯಾಸ xyxy=(40,642,136,666)
header-day: ಶನಿವಾರ xyxy=(1105,58,1137,72)
ad-koppal-ref-date: ದಿನಾಂಕ: 21/11/2025 xyxy=(587,739,658,748)
ad-davangere-text: 2025-26ನೇ ಸಾಲಿನ ಉಪ ನಿರ್ದೇಶಕರು (ಗ್ರಾಕೈ), ದಾವಣಗೆರೆ ಕಛೇರಿಯಿಂದ ಕೃಷಿ ಉಪಕರಣ ಸರಬರಾಜು ಮಾಡಲು ಇ-ಪ್ರೊಕ್ಯೂರ್‌ಮೆಂಟ್ ಪೋರ್ಟಲ್ https://kppp.karnataka.gov.in ಮುಖಾಂತರ ಇ-ಟೆಂಡರ್ ಕರೆಯಲಾಗಿದೆ. ಟೆಂಡರ್ ಸಲ್ಲಿಸಲು ಕೊನೆಯ ದಿನಾಂಕ: 01.12.2025 ಸಂಜೆ 05:00 ಗಂಟೆ. ಹೆಚ್ಚಿನ ಮಾಹಿತಿಗಾಗಿ https://kppp.karnataka.gov.in [IC/2025-26/SE0132] ರಲ್ಲಿ ಲಭ್ಯವಿದೆ. xyxy=(47,1145,343,1190)
ad-bhadravathi-code: ವಾ.ವಾ.ನ.ಭ/ಸಿ/791/2025-26 xyxy=(682,1272,765,1280)
ad-bhadravathi-bar: ಟೆಂಡರ್ ಪ್ರಕಟಣೆ xyxy=(682,1139,973,1157)
ad-kolar-bar: ಟೆಂಡರ್ ಪ್ರಕಟಣೆ xyxy=(367,1118,658,1136)
ad-bangalore-bar: ಅಲ್ಪಾವಧಿ ಟೆಂಡರ್ ಪ್ರಕಟಣೆ xyxy=(47,1416,343,1434)
ad-ksmscl-item-3: 3. ಇ-ಟೆಂಡರ್ ಸಂಖ್ಯೆ ಮತ್ತು ದಿನಾಂಕ: KSMSCL/DRUGS/RETND/PRGM/SBC/ICA/67/2025-26, Dt: 21.11.2025 (IND-0324). xyxy=(682,790,928,821)
header-date: 22 ನವೆಂಬರ್ 2025 xyxy=(1105,76,1205,91)
ad-bangalore-bar2: (ಟು ಕವರ್ ಪದ್ಧತಿಯಲ್ಲಿ) (ಹೆಚ್.ಕೆ.ಪಿ. ಗುತ್ತಿಗೆದಾರರು) xyxy=(47,1434,343,1445)
ad-davangere-bar: ಇ-ಪ್ರೊಕ್ಯೂರ್‌ಮೆಂಟ್ ಟೆಂಡರ್ ಪ್ರಕಟಣೆ xyxy=(47,1126,343,1141)
ad-udupi-table xyxy=(682,1639,973,1663)
ad-kolar xyxy=(360,1060,665,1360)
ad-shimoga-code: ವಾ/ಶಿವಮೊಗ್ಗ/ಶಿ/ಪಿ/25-26/93/11/1289 xyxy=(999,281,1109,289)
ad-bangalore-ref-no: ಸಂಖ್ಯೆ: ಕಾಅ/ರಮೂವಿ/ಪ/ಟೆಂಡರ್/02/2025-26 xyxy=(47,1403,168,1411)
ad-udupi-th-1: ಕ್ರಮ ಸಂ xyxy=(683,1640,714,1662)
ad-udupi-title: ಪಂಚಾಯತ್‌ರಾಜ್ ಇಂಜಿನಿಯರಿಂಗ್ ವಿಭಾಗ, ಉಡುಪಿ xyxy=(732,1544,923,1557)
registration-dots-1 xyxy=(232,2040,284,2054)
ad-bangalore-row-1: ಯಶವಂತಪುರ ವಿಧಾನಸಭಾ ಕ್ಷೇತ್ರ ವ್ಯಾಪ್ತಿಯ ವಾರ್ಡ್ ನಂ. 165, 166 ರಲ್ಲಿ ರಸ್ತೆ ಅಭಿವೃದ್ಧಿ ಕಾಮಗಾರಿ. ಅಂದಾಜು ಮೊತ್ತ ರೂ.5.00 ಲಕ್ಷಗಳು. ಇ.ಎಂ.ಡಿ ಮೊತ್ತ ರೂ.2,500/-, ಅವಧಿ 3 ತಿಂಗಳು. xyxy=(47,1486,343,1515)
box-crore xyxy=(605,250,970,476)
